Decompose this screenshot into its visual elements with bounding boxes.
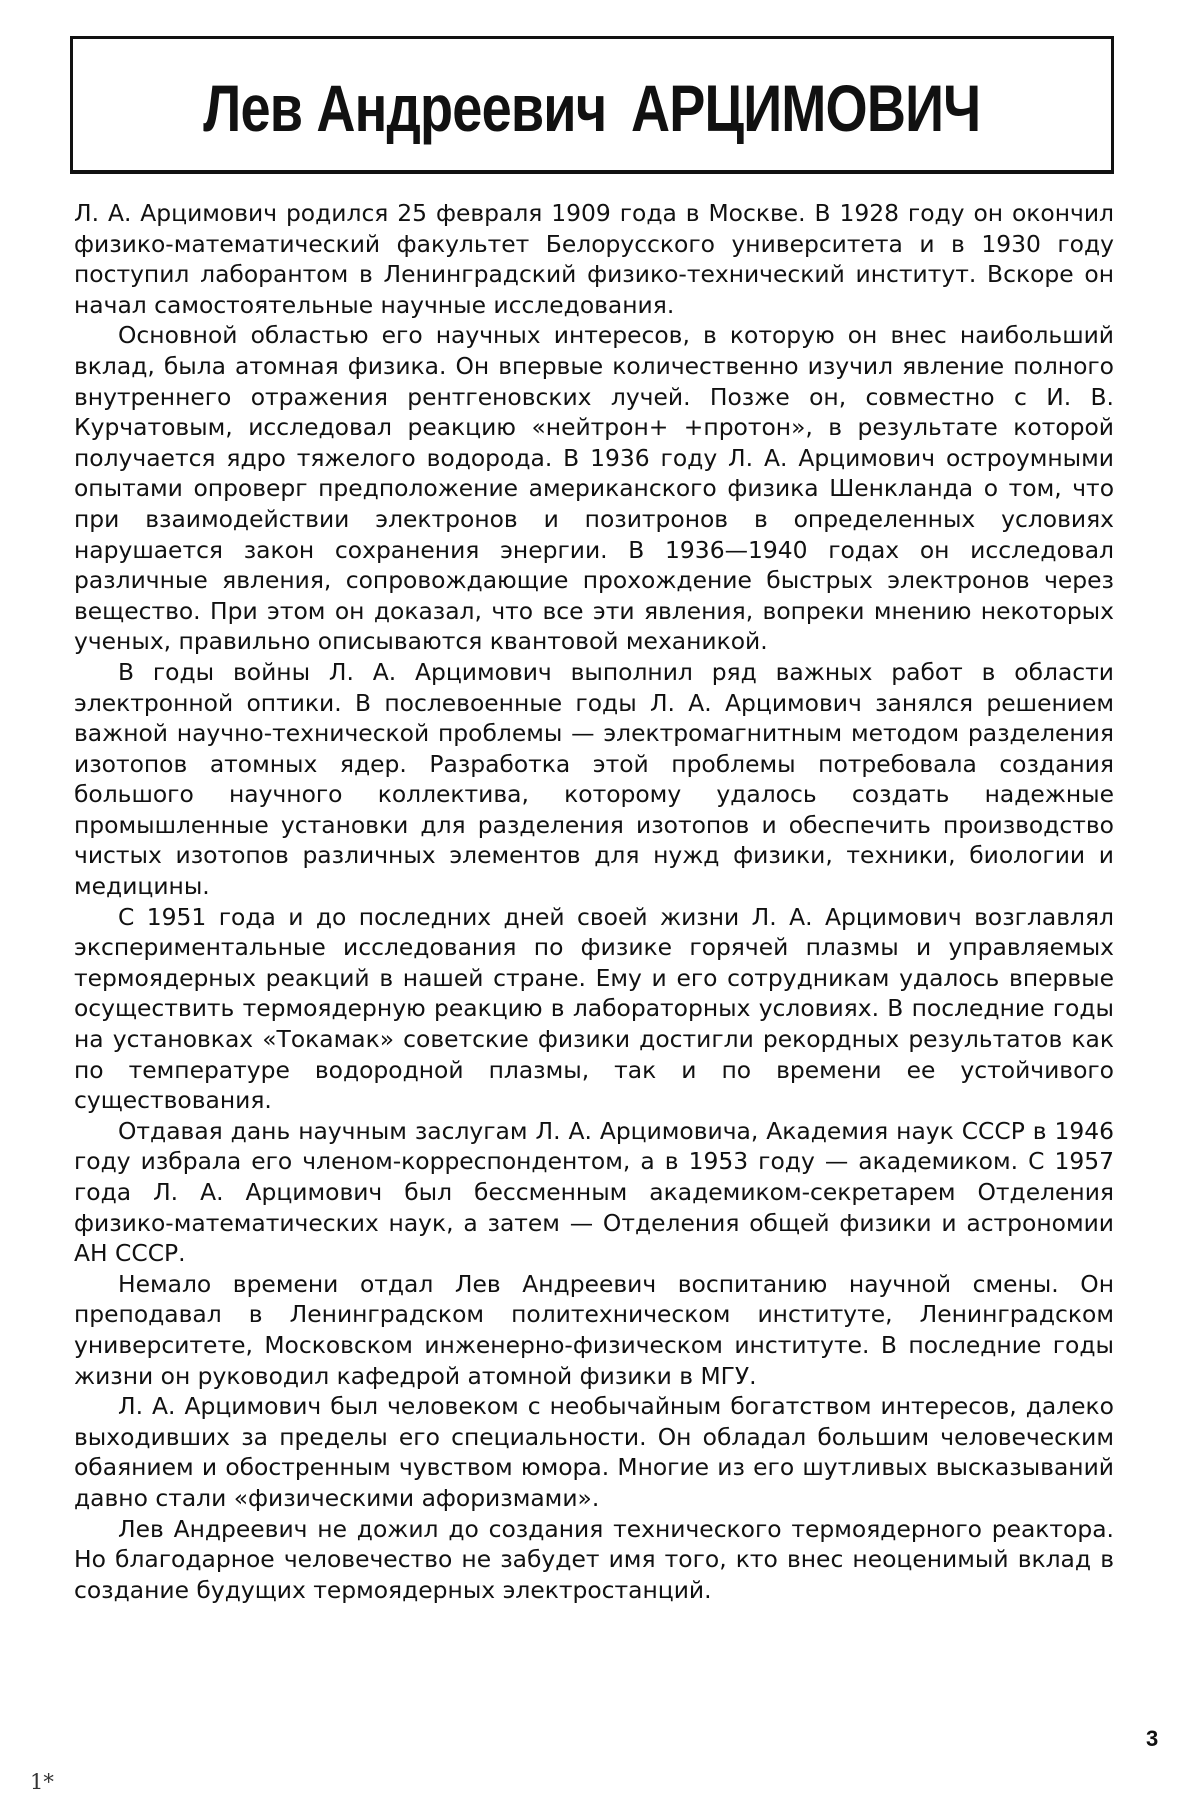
paragraph-personality: Л. А. Арцимович был человеком с необычайным богатством интересов, далеко выходивших за пределы его специальности. Он обладал большим человеческим обаянием и обостренным чувством юмора. Многие из его шутливых высказываний давно стали «физическими афоризмами». (74, 1392, 1114, 1512)
title-surname: АРЦИМОВИЧ (631, 70, 981, 145)
paragraph-plasma-research: С 1951 года и до последних дней своей жизни Л. А. Арцимович возглавлял экспериментальные исследования по физике горячей плазмы и управляемых термоядерных реакций в нашей стране. Ему и его сотрудникам удалось впервые осуществить термоядерную реакцию в лабораторных условиях. В последние годы на установках «Токамак» советские физики достигли рекордных результатов как по температуре водородной плазмы, так и по времени ее устойчивого существования. (74, 902, 1114, 1115)
paragraph-birth-education: Л. А. Арцимович родился 25 февраля 1909 года в Москве. В 1928 году он окончил физико-математический факультет Белорусского университета и в 1930 году поступил лаборантом в Ленинградский физико-технический институт. Вскоре он начал самостоятельные научные исследования. (74, 199, 1114, 319)
biography-text (74, 198, 1114, 1605)
page-number: 3 (1146, 1726, 1159, 1751)
paragraph-atomic-physics: Основной областью его научных интересов, в которую он внес наибольший вклад, была атомная физика. Он впервые количественно изучил явление полного внутреннего отражения рентгеновских лучей. Позже он, совместно с И. В. Курчатовым, исследовал реакцию «нейтрон+ +протон», в результате которой получается ядро тяжелого водорода. В 1936 году Л. А. Арцимович остроумными опытами опроверг предположение американского физика Шенкланда о том, что при взаимодействии электронов и позитронов в определенных условиях нарушается закон сохранения энергии. В 1936—1940 годах он исследовал различные явления, сопровождающие прохождение быстрых электронов через вещество. При этом он доказал, что все эти явления, вопреки мнению некоторых ученых, правильно описываются квантовой механикой. (74, 321, 1114, 656)
paragraph-legacy: Лев Андреевич не дожил до создания технического термоядерного реактора. Но благодарное человечество не забудет имя того, кто внес неоценимый вклад в создание будущих термоядерных электростанций. (74, 1514, 1114, 1604)
page-title (203, 64, 980, 146)
title-first-names: Лев Андреевич (203, 70, 607, 145)
paragraph-teaching: Немало времени отдал Лев Андреевич воспитанию научной смены. Он преподавал в Ленинградском политехническом институте, Ленинградском университете, Московском инженерно-физическом институте. В последние годы жизни он руководил кафедрой атомной физики в МГУ. (74, 1269, 1114, 1390)
title-frame (70, 36, 1114, 174)
paragraph-war-isotopes: В годы войны Л. А. Арцимович выполнил ряд важных работ в области электронной оптики. В послевоенные годы Л. А. Арцимович занялся решением важной научно-технической проблемы — электромагнитным методом разделения изотопов атомных ядер. Разработка этой проблемы потребовала создания большого научного коллектива, которому удалось создать надежные промышленные установки для разделения изотопов и обеспечить производство чистых изотопов различных элементов для нужд физики, техники, биологии и медицины. (74, 657, 1114, 901)
signature-mark: 1* (30, 1770, 54, 1794)
paragraph-academy: Отдавая дань научным заслугам Л. А. Арцимовича, Академия наук СССР в 1946 году избрала его членом-корреспондентом, а в 1953 году — академиком. С 1957 года Л. А. Арцимович был бессменным академиком-секретарем Отделения физико-математических наук, а затем — Отделения общей физики и астрономии АН СССР. (74, 1116, 1114, 1268)
